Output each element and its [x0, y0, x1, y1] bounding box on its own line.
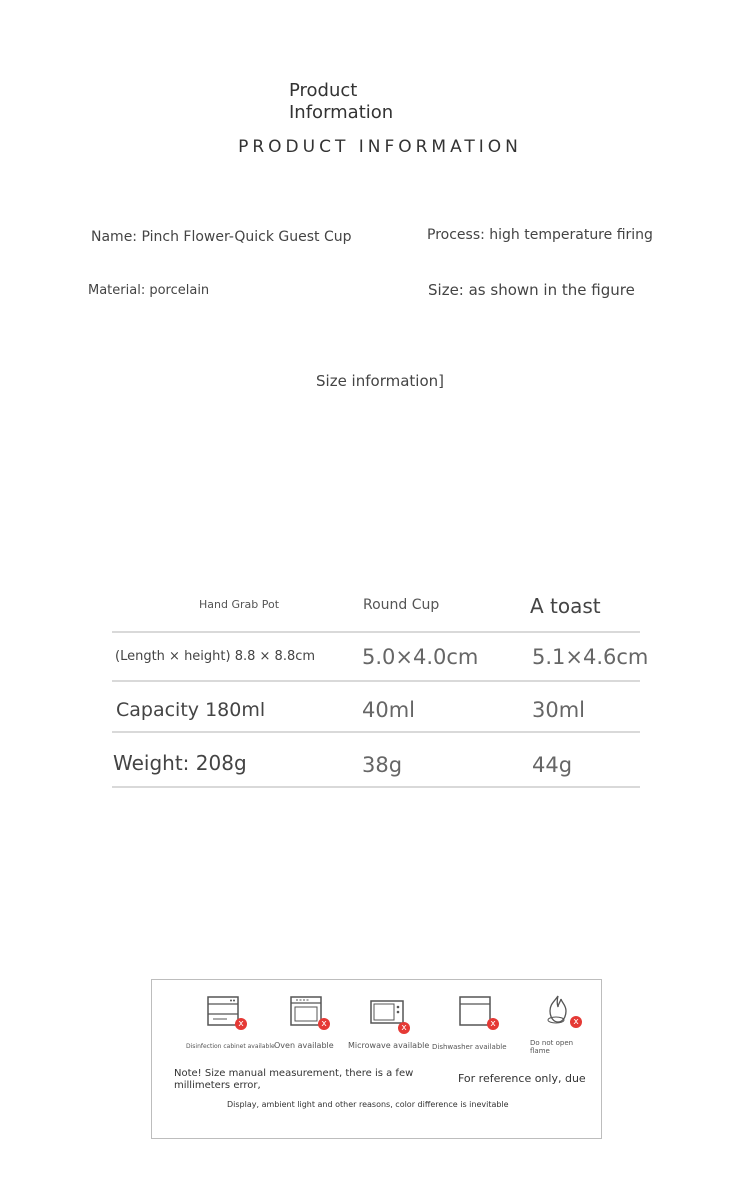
spec-size: Size: as shown in the figure: [428, 281, 635, 299]
note-measurement: Note! Size manual measurement, there is a few millimeters error,: [174, 1068, 414, 1091]
table-divider: [112, 631, 640, 633]
table-cell-a-toast-size: 5.1×4.6cm: [532, 645, 649, 669]
table-divider: [112, 731, 640, 733]
table-cell-round-cup-capacity: 40ml: [362, 698, 416, 722]
note-color-difference: Display, ambient light and other reasons, color difference is inevitable: [227, 1100, 509, 1109]
not-allowed-mark: x: [318, 1018, 330, 1030]
spec-process: Process: high temperature firing: [427, 227, 653, 243]
not-allowed-mark: x: [398, 1022, 410, 1034]
table-cell-capacity-label: Capacity 180ml: [116, 699, 266, 721]
microwave-icon: [370, 1000, 406, 1032]
dishwasher-icon: [459, 996, 495, 1028]
table-cell-round-cup-weight: 38g: [362, 753, 403, 777]
spec-material: Material: porcelain: [88, 283, 210, 298]
care-label-oven: Oven available: [274, 1041, 334, 1050]
not-allowed-mark: x: [487, 1018, 499, 1030]
care-label-dishwasher: Dishwasher available: [432, 1043, 507, 1051]
not-allowed-mark: x: [235, 1018, 247, 1030]
spec-name: Name: Pinch Flower-Quick Guest Cup: [91, 229, 352, 245]
care-instructions-box: [151, 979, 602, 1139]
size-information-heading: Size information]: [316, 372, 444, 390]
table-divider: [112, 680, 640, 682]
care-label-microwave: Microwave available: [348, 1041, 430, 1050]
care-label-disinfection: Disinfection cabinet available: [186, 1043, 275, 1050]
not-allowed-mark: x: [570, 1016, 582, 1028]
table-cell-dimensions-label: (Length × height) 8.8 × 8.8cm: [115, 649, 316, 664]
column-header-hand-grab-pot: Hand Grab Pot: [199, 598, 280, 611]
column-header-a-toast: A toast: [530, 594, 601, 618]
note-reference: For reference only, due: [458, 1072, 586, 1085]
table-cell-weight-label: Weight: 208g: [113, 751, 247, 775]
table-divider: [112, 786, 640, 788]
care-label-open-flame: Do not open flame: [530, 1039, 574, 1055]
oven-icon: [290, 996, 326, 1028]
column-header-round-cup: Round Cup: [363, 597, 440, 613]
table-cell-a-toast-capacity: 30ml: [532, 698, 586, 722]
open-flame-icon: [542, 994, 578, 1026]
product-information-title: Product Information: [289, 80, 394, 123]
table-cell-a-toast-weight: 44g: [532, 753, 573, 777]
disinfection-cabinet-icon: [207, 996, 243, 1028]
product-information-heading: PRODUCT INFORMATION: [238, 137, 522, 157]
table-cell-round-cup-size: 5.0×4.0cm: [362, 645, 479, 669]
